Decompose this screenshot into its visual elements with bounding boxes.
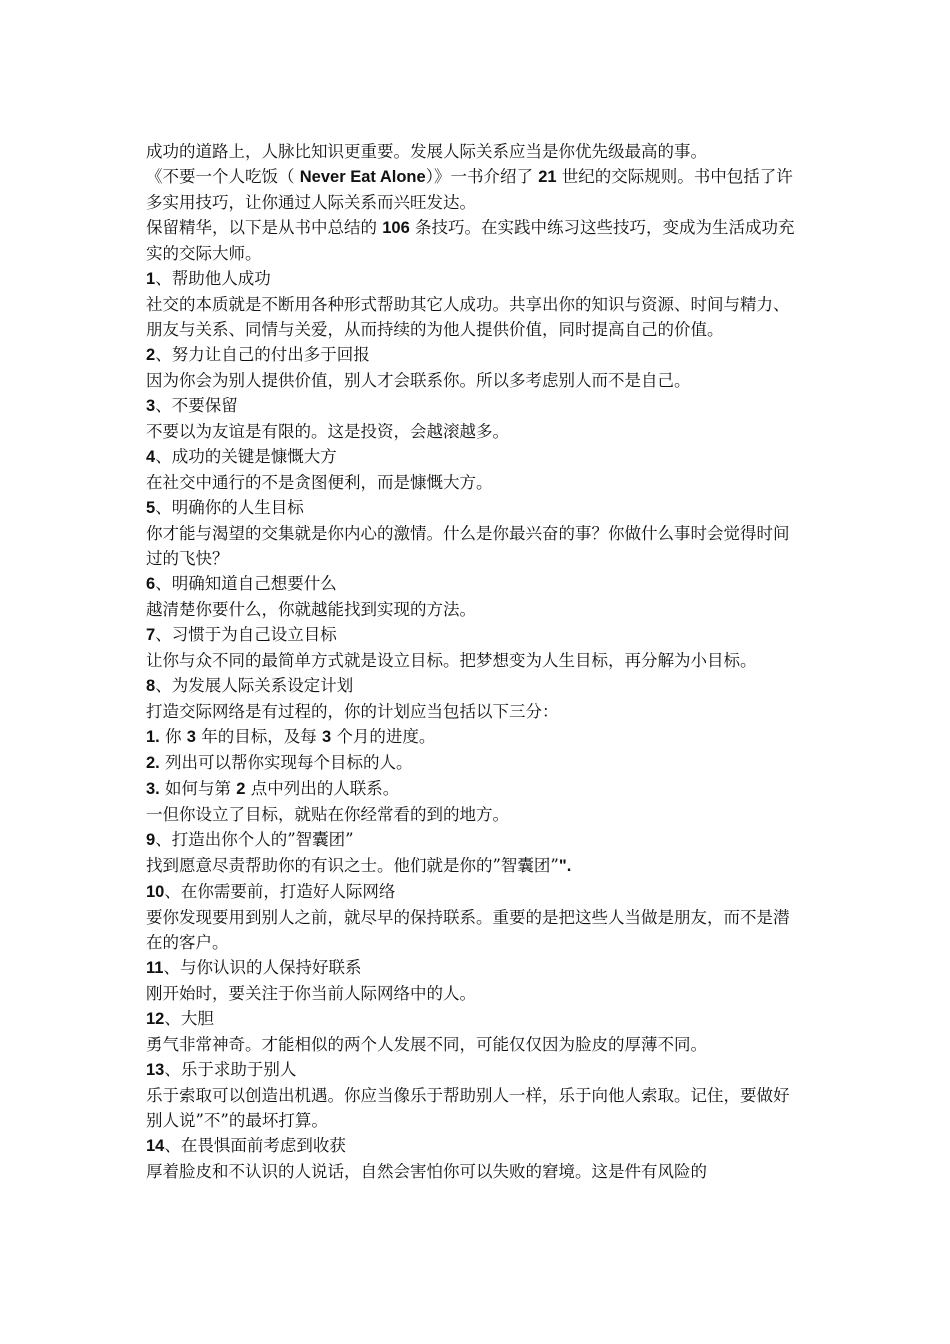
tip-title: 、乐于求助于别人: [164, 1060, 297, 1079]
list-number: 3.: [146, 780, 160, 798]
list-number: 2.: [146, 754, 160, 772]
tip-number: 12: [146, 1010, 165, 1028]
tip-body: 打造交际网络是有过程的，你的计划应当包括以下三分：: [146, 702, 559, 721]
tip-heading: [146, 673, 804, 699]
tip-body: 社交的本质就是不断用各种形式帮助其它人成功。共享出你的知识与资源、时间与精力、朋友与关系、同情与关爱，从而持续的为他人提供价值，同时提高自己的价值。: [146, 295, 790, 339]
tip-heading: [146, 495, 804, 521]
tip-body: 让你与众不同的最简单方式就是设立目标。把梦想变为人生目标，再分解为小目标。: [146, 651, 757, 670]
tip-title: 、打造出你个人的”智囊团”: [155, 830, 354, 849]
tip-number: 13: [146, 1061, 165, 1079]
tip-heading: [146, 955, 804, 981]
tip-body-text: 找到愿意尽责帮助你的有识之士。他们就是你的”智囊团”: [146, 856, 559, 875]
tip-number: 7: [146, 626, 156, 644]
summary: [146, 215, 804, 266]
tip-number: 4: [146, 448, 156, 466]
tip-number: 6: [146, 575, 156, 593]
tip-body: 刚开始时，要关注于你当前人际网络中的人。: [146, 984, 476, 1003]
book-intro: [146, 164, 804, 215]
tip-number: 14: [146, 1137, 165, 1155]
tip-body: 在社交中通行的不是贪图便利，而是慷慨大方。: [146, 473, 493, 492]
book-title-open: 《不要一个人吃饭（: [146, 167, 300, 186]
plan-text: 列出可以帮你实现每个目标的人。: [159, 753, 413, 772]
tip-number: 9: [146, 831, 156, 849]
tip-count: 106: [382, 219, 410, 237]
plan-text: 个月的进度。: [331, 727, 436, 746]
list-number: 1.: [146, 728, 160, 746]
summary-text-end: 条技巧。在实践中练习这些技巧，变成为生活成功充实的交际大师。: [146, 218, 795, 263]
book-title-close: ）》一书介绍了: [425, 167, 539, 186]
tip-title: 、在畏惧面前考虑到收获: [164, 1136, 346, 1155]
tip-heading: [146, 1057, 804, 1083]
tip-body: 乐于索取可以创造出机遇。你应当像乐于帮助别人一样，乐于向他人索取。记住，要做好别人说”不”的最坏打算。: [146, 1086, 790, 1130]
tip-number: 1: [146, 270, 156, 288]
tip-title: 、不要保留: [155, 396, 238, 415]
tip-title: 、努力让自己的付出多于回报: [155, 345, 370, 364]
tip-title: 、大胆: [164, 1009, 214, 1028]
tip-title: 、明确知道自己想要什么: [155, 574, 337, 593]
tip-body: 厚着脸皮和不认识的人说话，自然会害怕你可以失败的窘境。这是件有风险的: [146, 1162, 707, 1181]
tip-heading: [146, 879, 804, 905]
plan-item-1: [146, 724, 804, 750]
book-english-title: Never Eat Alone: [299, 168, 426, 186]
tip-heading: [146, 1133, 804, 1159]
intro-text: 成功的道路上，人脉比知识更重要。发展人际关系应当是你优先级最高的事。: [146, 142, 707, 161]
tip-heading: [146, 622, 804, 648]
plan-item-2: [146, 750, 804, 776]
tip-number: 8: [146, 677, 156, 695]
tip-title: 、成功的关键是慷慨大方: [155, 447, 337, 466]
tip-title: 、帮助他人成功: [155, 269, 271, 288]
plan-text: 点中列出的人联系。: [245, 779, 400, 798]
point-number: 2: [236, 780, 246, 798]
tip-body-tail: ".: [558, 857, 572, 875]
tip-body: [146, 853, 804, 879]
tip-title: 、在你需要前，打造好人际网络: [164, 882, 396, 901]
tip-heading: [146, 342, 804, 368]
tip-number: 11: [146, 959, 164, 977]
tip-body: 要你发现要用到别人之前，就尽早的保持联系。重要的是把这些人当做是朋友，而不是潜在的客户。: [146, 908, 790, 952]
tip-body: 因为你会为别人提供价值，别人才会联系你。所以多考虑别人而不是自己。: [146, 371, 691, 390]
year-count: 3: [186, 728, 196, 746]
plan-text: 年的目标，及每: [195, 727, 322, 746]
tip-heading: [146, 393, 804, 419]
tip-number: 2: [146, 346, 156, 364]
tip-heading: [146, 1006, 804, 1032]
tip-number: 5: [146, 499, 156, 517]
summary-text: 保留精华，以下是从书中总结的: [146, 218, 383, 237]
century-number: 21: [538, 168, 557, 186]
tip-body: 勇气非常神奇。才能相似的两个人发展不同，可能仅仅因为脸皮的厚薄不同。: [146, 1035, 707, 1054]
tip-title: 、明确你的人生目标: [155, 498, 304, 517]
plan-text: 如何与第: [159, 779, 237, 798]
tip-title: 、为发展人际关系设定计划: [155, 676, 354, 695]
tip-body: 不要以为友谊是有限的。这是投资，会越滚越多。: [146, 422, 509, 441]
intro-line: [146, 139, 804, 164]
tip-heading: [146, 571, 804, 597]
tip-heading: [146, 266, 804, 292]
tip-heading: [146, 444, 804, 470]
tip-number: 3: [146, 397, 156, 415]
plan-after: 一但你设立了目标，就贴在你经常看的到的地方。: [146, 805, 509, 824]
plan-item-3: [146, 776, 804, 802]
tip-number: 10: [146, 883, 165, 901]
tip-title: 、与你认识的人保持好联系: [163, 958, 362, 977]
month-count: 3: [321, 728, 332, 746]
plan-text: 你: [159, 727, 187, 746]
tip-title: 、习惯于为自己设立目标: [155, 625, 337, 644]
book-description: 世纪的交际规则。书中包括了许多实用技巧，让你通过人际关系而兴旺发达。: [146, 167, 793, 212]
tip-body: 越清楚你要什么，你就越能找到实现的方法。: [146, 600, 476, 619]
tip-heading: [146, 827, 804, 853]
tip-body: 你才能与渴望的交集就是你内心的激情。什么是你最兴奋的事？你做什么事时会觉得时间过的飞快？: [146, 524, 790, 568]
